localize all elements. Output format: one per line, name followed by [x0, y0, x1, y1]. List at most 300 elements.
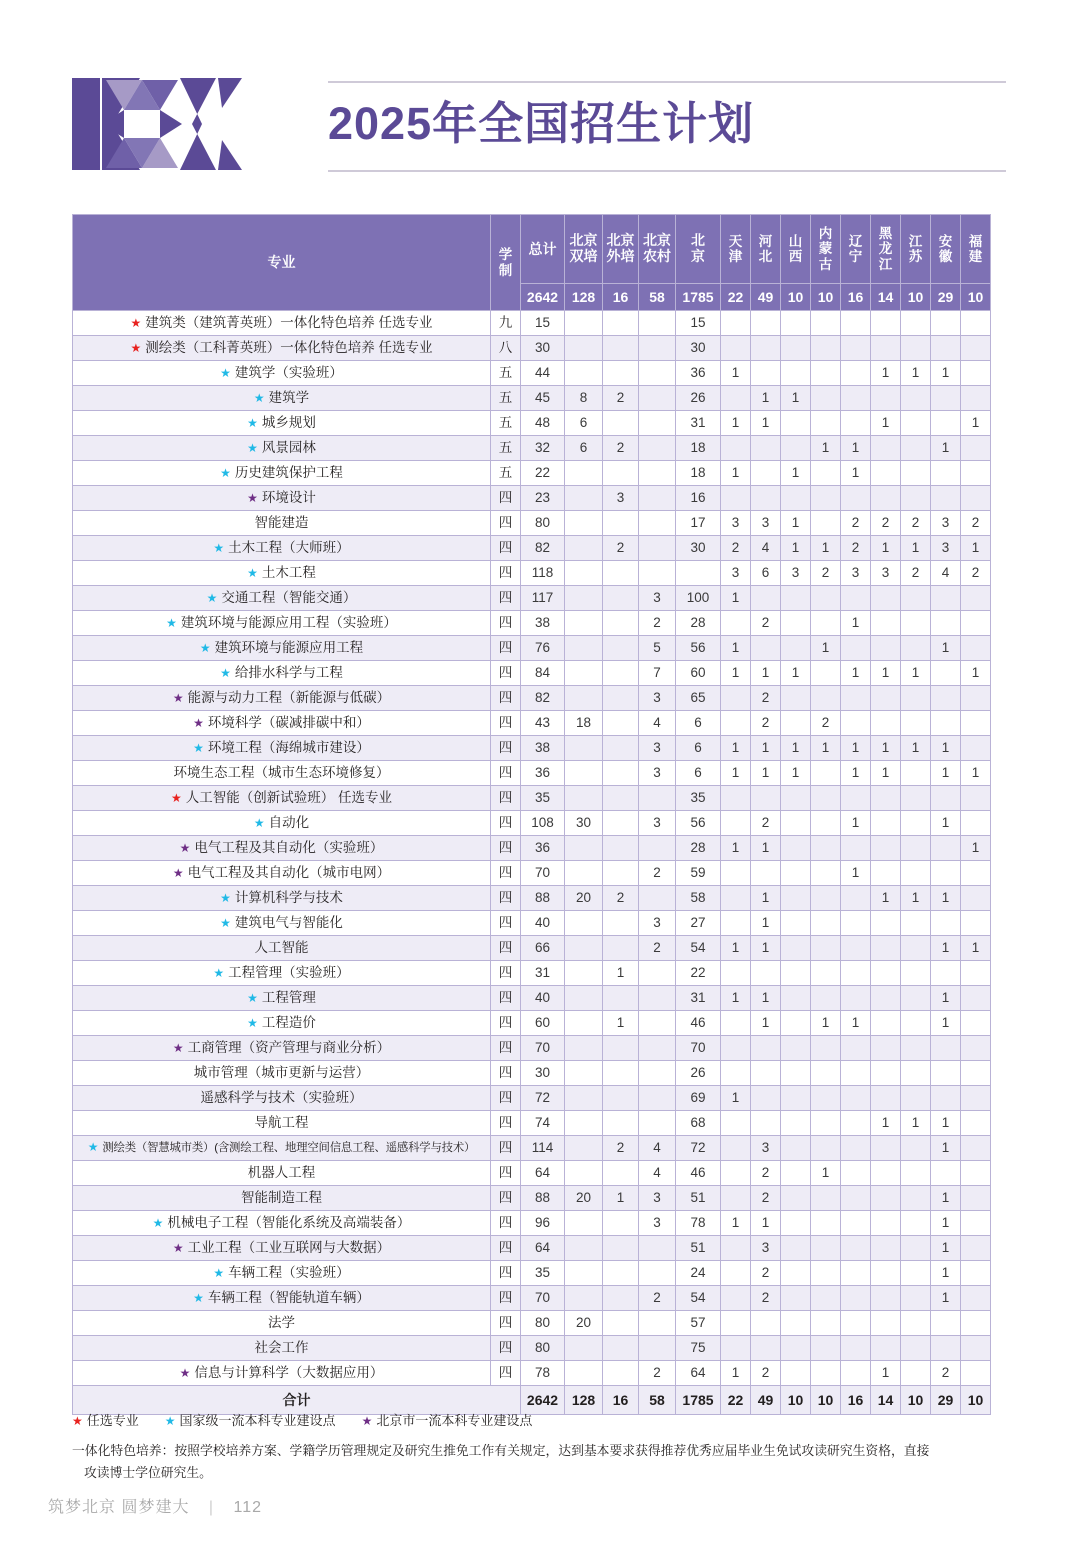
major-name: 建筑类（建筑菁英班）一体化特色培养 任选专业: [145, 315, 433, 331]
cell-neimeng: [811, 1311, 841, 1336]
cell-shanxi: [781, 411, 811, 436]
cell-hebei: [751, 1311, 781, 1336]
cell-liaoning: [841, 1211, 871, 1236]
total-anhui: 29: [931, 1386, 961, 1415]
cell-tianjin: 1: [721, 1211, 751, 1236]
cell-jiangsu: [901, 911, 931, 936]
cell-hebei: [751, 361, 781, 386]
cell-heilong: [871, 336, 901, 361]
cell-bj_nc: [639, 1236, 676, 1261]
cell-anhui: 1: [931, 1011, 961, 1036]
cell-bj_nc: 4: [639, 1161, 676, 1186]
cell-liaoning: [841, 961, 871, 986]
cell-bj_nc: [639, 786, 676, 811]
cell-heilong: [871, 786, 901, 811]
table-row: [73, 511, 991, 536]
cell-jiangsu: [901, 1086, 931, 1111]
cell-anhui: [931, 686, 961, 711]
cell-total: 22: [521, 461, 565, 486]
col-header-beijing: 北京: [676, 215, 721, 284]
table-row: [73, 461, 991, 486]
cell-bj_sp: [565, 536, 603, 561]
cell-tianjin: [721, 1286, 751, 1311]
cell-shanxi: [781, 611, 811, 636]
cell-liaoning: [841, 336, 871, 361]
cell-tianjin: [721, 1011, 751, 1036]
cell-jiangsu: [901, 811, 931, 836]
cell-hebei: [751, 586, 781, 611]
column-total-beijing: 1785: [676, 284, 721, 311]
cell-fujian: [961, 461, 991, 486]
col-header-total: 总计: [521, 215, 565, 284]
cell-bj_wp: [603, 686, 639, 711]
system-cell: 四: [491, 911, 521, 936]
system-cell: 四: [491, 1086, 521, 1111]
cell-bj_sp: [565, 361, 603, 386]
cell-fujian: [961, 436, 991, 461]
star-red-icon: ★: [170, 791, 182, 806]
cell-beijing: 68: [676, 1111, 721, 1136]
cell-shanxi: [781, 686, 811, 711]
major-name-cell: [73, 711, 491, 736]
cell-beijing: 69: [676, 1086, 721, 1111]
cell-total: 15: [521, 311, 565, 336]
star-blue-icon: ★: [206, 591, 218, 606]
cell-heilong: 3: [871, 561, 901, 586]
cell-beijing: 15: [676, 311, 721, 336]
major-name-cell: [73, 811, 491, 836]
cell-tianjin: [721, 1136, 751, 1161]
cell-shanxi: [781, 1011, 811, 1036]
cell-hebei: 1: [751, 736, 781, 761]
cell-bj_sp: [565, 936, 603, 961]
major-name-cell: [73, 486, 491, 511]
cell-jiangsu: [901, 986, 931, 1011]
cell-heilong: [871, 686, 901, 711]
cell-heilong: 1: [871, 411, 901, 436]
cell-liaoning: [841, 1361, 871, 1386]
cell-bj_wp: [603, 1036, 639, 1061]
cell-hebei: 1: [751, 661, 781, 686]
system-cell: 四: [491, 836, 521, 861]
column-total-bj_wp: 16: [603, 284, 639, 311]
col-header-anhui: 安徽: [931, 215, 961, 284]
cell-heilong: [871, 1086, 901, 1111]
major-name-cell: [73, 1361, 491, 1386]
cell-hebei: 1: [751, 911, 781, 936]
cell-tianjin: [721, 711, 751, 736]
cell-bj_nc: [639, 1261, 676, 1286]
column-total-neimeng: 10: [811, 284, 841, 311]
cell-jiangsu: [901, 461, 931, 486]
table-row: [73, 911, 991, 936]
cell-bj_sp: [565, 861, 603, 886]
cell-beijing: 75: [676, 1336, 721, 1361]
cell-heilong: [871, 461, 901, 486]
table-row: [73, 761, 991, 786]
major-name-cell: [73, 1011, 491, 1036]
cell-beijing: 17: [676, 511, 721, 536]
cell-heilong: [871, 1336, 901, 1361]
system-cell: 四: [491, 636, 521, 661]
system-cell: 四: [491, 1311, 521, 1336]
cell-liaoning: 1: [841, 1011, 871, 1036]
star-red-icon: ★: [130, 316, 142, 331]
cell-total: 88: [521, 886, 565, 911]
cell-bj_sp: [565, 461, 603, 486]
system-cell: 四: [491, 1336, 521, 1361]
major-name-cell: [73, 311, 491, 336]
cell-liaoning: [841, 686, 871, 711]
cell-total: 88: [521, 1186, 565, 1211]
cell-shanxi: [781, 1086, 811, 1111]
cell-hebei: 2: [751, 611, 781, 636]
system-cell: 四: [491, 536, 521, 561]
cell-total: 117: [521, 586, 565, 611]
cell-shanxi: [781, 1311, 811, 1336]
major-name: 工业工程（工业互联网与大数据）: [187, 1240, 391, 1256]
cell-shanxi: [781, 986, 811, 1011]
cell-anhui: 1: [931, 1186, 961, 1211]
cell-shanxi: 1: [781, 536, 811, 561]
cell-shanxi: [781, 861, 811, 886]
cell-heilong: [871, 1211, 901, 1236]
cell-anhui: 1: [931, 886, 961, 911]
system-cell: 四: [491, 1111, 521, 1136]
cell-liaoning: [841, 636, 871, 661]
cell-liaoning: 1: [841, 661, 871, 686]
cell-fujian: [961, 1286, 991, 1311]
cell-fujian: [961, 1211, 991, 1236]
major-name: 能源与动力工程（新能源与低碳）: [187, 690, 391, 706]
cell-hebei: 2: [751, 1186, 781, 1211]
cell-bj_sp: [565, 1261, 603, 1286]
cell-liaoning: [841, 1286, 871, 1311]
legend-item-blue: [165, 1413, 336, 1428]
cell-beijing: 6: [676, 711, 721, 736]
cell-bj_sp: 20: [565, 1311, 603, 1336]
system-cell: 四: [491, 1261, 521, 1286]
cell-bj_nc: 3: [639, 586, 676, 611]
cell-bj_sp: [565, 1061, 603, 1086]
page-footer: [48, 1494, 262, 1517]
system-cell: 九: [491, 311, 521, 336]
cell-shanxi: [781, 936, 811, 961]
cell-shanxi: [781, 1211, 811, 1236]
cell-beijing: 46: [676, 1161, 721, 1186]
legend-item-red: [72, 1413, 139, 1428]
cell-shanxi: [781, 886, 811, 911]
cell-bj_sp: [565, 911, 603, 936]
cell-beijing: 18: [676, 461, 721, 486]
cell-fujian: [961, 1086, 991, 1111]
cell-anhui: [931, 611, 961, 636]
star-purple-icon: ★: [172, 1241, 184, 1256]
cell-neimeng: [811, 1336, 841, 1361]
major-name-cell: [73, 536, 491, 561]
column-total-total: 2642: [521, 284, 565, 311]
cell-jiangsu: [901, 636, 931, 661]
cell-shanxi: 1: [781, 511, 811, 536]
cell-fujian: [961, 986, 991, 1011]
cell-total: 30: [521, 336, 565, 361]
cell-jiangsu: [901, 786, 931, 811]
major-name-cell: [73, 511, 491, 536]
star-blue-icon: ★: [199, 641, 211, 656]
cell-tianjin: 1: [721, 411, 751, 436]
cell-anhui: 4: [931, 561, 961, 586]
cell-shanxi: [781, 1361, 811, 1386]
cell-bj_nc: [639, 361, 676, 386]
cell-jiangsu: [901, 1161, 931, 1186]
major-name: 信息与计算科学（大数据应用）: [194, 1365, 384, 1381]
system-cell: 四: [491, 711, 521, 736]
cell-bj_nc: [639, 461, 676, 486]
major-name: 计算机科学与技术: [234, 890, 343, 906]
cell-beijing: 46: [676, 1011, 721, 1036]
cell-bj_nc: 4: [639, 711, 676, 736]
cell-liaoning: [841, 311, 871, 336]
cell-bj_sp: [565, 686, 603, 711]
legend-label: 北京市一流本科专业建设点: [376, 1413, 533, 1428]
total-bj_nc: 58: [639, 1386, 676, 1415]
cell-total: 36: [521, 761, 565, 786]
major-name: 遥感科学与技术（实验班）: [200, 1090, 363, 1106]
cell-fujian: [961, 911, 991, 936]
system-cell: 四: [491, 686, 521, 711]
star-red-icon: ★: [130, 341, 142, 356]
cell-bj_wp: [603, 711, 639, 736]
major-name: 测绘类（智慧城市类）(含测绘工程、地理空间信息工程、遥感科学与技术）: [102, 1141, 476, 1154]
cell-anhui: 3: [931, 536, 961, 561]
cell-beijing: 78: [676, 1211, 721, 1236]
cell-neimeng: 2: [811, 711, 841, 736]
cell-bj_nc: 3: [639, 1211, 676, 1236]
table-row: [73, 836, 991, 861]
cell-shanxi: [781, 961, 811, 986]
cell-beijing: 18: [676, 436, 721, 461]
cell-beijing: 6: [676, 761, 721, 786]
star-blue-icon: ★: [193, 1291, 204, 1306]
cell-bj_sp: [565, 1011, 603, 1036]
cell-hebei: 1: [751, 386, 781, 411]
cell-heilong: 1: [871, 736, 901, 761]
total-bj_sp: 128: [565, 1386, 603, 1415]
cell-tianjin: [721, 611, 751, 636]
cell-bj_sp: [565, 1086, 603, 1111]
cell-jiangsu: [901, 1336, 931, 1361]
cell-bj_wp: [603, 511, 639, 536]
cell-bj_wp: [603, 1361, 639, 1386]
table-row: [73, 811, 991, 836]
system-cell: 四: [491, 736, 521, 761]
cell-total: 70: [521, 861, 565, 886]
cell-tianjin: 1: [721, 636, 751, 661]
cell-bj_nc: [639, 886, 676, 911]
cell-heilong: 1: [871, 1111, 901, 1136]
system-cell: 四: [491, 1361, 521, 1386]
cell-tianjin: 1: [721, 661, 751, 686]
cell-tianjin: 1: [721, 461, 751, 486]
cell-jiangsu: [901, 336, 931, 361]
major-name: 机器人工程: [247, 1165, 316, 1181]
system-cell: 五: [491, 461, 521, 486]
cell-liaoning: [841, 936, 871, 961]
cell-bj_wp: 3: [603, 486, 639, 511]
cell-liaoning: [841, 586, 871, 611]
cell-bj_sp: [565, 1036, 603, 1061]
system-cell: 四: [491, 1236, 521, 1261]
cell-total: 38: [521, 611, 565, 636]
cell-neimeng: [811, 461, 841, 486]
star-blue-icon: ★: [213, 541, 225, 556]
cell-bj_nc: [639, 536, 676, 561]
note-line-2: 攻读博士学位研究生。: [84, 1465, 212, 1481]
star-blue-icon: ★: [193, 741, 204, 756]
cell-beijing: 70: [676, 1036, 721, 1061]
table-row: [73, 686, 991, 711]
cell-bj_sp: [565, 1336, 603, 1361]
major-name-cell: [73, 661, 491, 686]
cell-tianjin: [721, 311, 751, 336]
cell-tianjin: 1: [721, 1361, 751, 1386]
cell-jiangsu: [901, 1186, 931, 1211]
total-total: 2642: [521, 1386, 565, 1415]
cell-anhui: [931, 1086, 961, 1111]
cell-heilong: [871, 1161, 901, 1186]
cell-bj_sp: [565, 1211, 603, 1236]
cell-total: 40: [521, 986, 565, 1011]
cell-beijing: 57: [676, 1311, 721, 1336]
cell-tianjin: [721, 386, 751, 411]
cell-liaoning: 1: [841, 761, 871, 786]
cell-total: 64: [521, 1161, 565, 1186]
total-bj_wp: 16: [603, 1386, 639, 1415]
admission-plan-table: [72, 214, 991, 1415]
table-row: [73, 1311, 991, 1336]
cell-bj_nc: 2: [639, 1361, 676, 1386]
major-name: 测绘类（工科菁英班）一体化特色培养 任选专业: [145, 340, 433, 356]
cell-fujian: [961, 861, 991, 886]
table-row: [73, 311, 991, 336]
cell-neimeng: [811, 1286, 841, 1311]
cell-hebei: 4: [751, 536, 781, 561]
table-header-row-labels: [73, 215, 991, 284]
cell-shanxi: 1: [781, 461, 811, 486]
cell-total: 60: [521, 1011, 565, 1036]
col-header-system: 学制: [491, 215, 521, 311]
major-name-cell: [73, 1161, 491, 1186]
cell-tianjin: 1: [721, 361, 751, 386]
header-rule-bottom: [328, 170, 1006, 172]
cell-bj_wp: 2: [603, 1136, 639, 1161]
cell-tianjin: [721, 1061, 751, 1086]
cell-heilong: 1: [871, 886, 901, 911]
star-blue-icon: ★: [247, 1016, 258, 1031]
cell-neimeng: [811, 986, 841, 1011]
cell-bj_sp: [565, 561, 603, 586]
major-name: 法学: [268, 1315, 295, 1331]
cell-bj_sp: [565, 1161, 603, 1186]
system-cell: 四: [491, 1011, 521, 1036]
col-header-neimenggu: 内蒙古: [811, 215, 841, 284]
cell-bj_wp: 2: [603, 386, 639, 411]
cell-hebei: 1: [751, 936, 781, 961]
cell-anhui: 1: [931, 1136, 961, 1161]
cell-neimeng: [811, 1361, 841, 1386]
cell-hebei: 1: [751, 1011, 781, 1036]
table-row: [73, 361, 991, 386]
major-name-cell: [73, 461, 491, 486]
cell-neimeng: 1: [811, 1161, 841, 1186]
cell-jiangsu: [901, 436, 931, 461]
cell-beijing: 54: [676, 936, 721, 961]
cell-bj_nc: 5: [639, 636, 676, 661]
cell-hebei: [751, 436, 781, 461]
cell-fujian: [961, 1061, 991, 1086]
column-total-heilong: 14: [871, 284, 901, 311]
cell-neimeng: 2: [811, 561, 841, 586]
major-name-cell: [73, 1336, 491, 1361]
cell-total: 35: [521, 1261, 565, 1286]
cell-neimeng: [811, 911, 841, 936]
cell-hebei: [751, 1086, 781, 1111]
cell-beijing: 22: [676, 961, 721, 986]
major-name-cell: [73, 561, 491, 586]
cell-neimeng: [811, 311, 841, 336]
cell-liaoning: 1: [841, 611, 871, 636]
col-header-beijing-waipei: 北京外培: [603, 215, 639, 284]
col-header-jiangsu: 江苏: [901, 215, 931, 284]
cell-total: 23: [521, 486, 565, 511]
cell-heilong: [871, 961, 901, 986]
cell-neimeng: [811, 1036, 841, 1061]
cell-bj_wp: [603, 1211, 639, 1236]
cell-hebei: 1: [751, 986, 781, 1011]
col-header-liaoning: 辽宁: [841, 215, 871, 284]
cell-tianjin: [721, 886, 751, 911]
table-row: [73, 486, 991, 511]
cell-shanxi: 1: [781, 736, 811, 761]
cell-bj_wp: [603, 736, 639, 761]
cell-bj_nc: [639, 486, 676, 511]
cell-beijing: 54: [676, 1286, 721, 1311]
star-purple-icon: ★: [172, 866, 184, 881]
cell-bj_wp: [603, 1086, 639, 1111]
cell-bj_nc: [639, 436, 676, 461]
cell-anhui: [931, 1061, 961, 1086]
cell-neimeng: 1: [811, 636, 841, 661]
cell-hebei: [751, 1061, 781, 1086]
major-name-cell: [73, 961, 491, 986]
total-jiangsu: 10: [901, 1386, 931, 1415]
major-name: 智能制造工程: [241, 1190, 322, 1206]
cell-fujian: [961, 1161, 991, 1186]
cell-liaoning: [841, 1261, 871, 1286]
major-name: 社会工作: [254, 1340, 309, 1356]
major-name: 工程管理（实验班）: [228, 965, 350, 981]
cell-tianjin: [721, 1261, 751, 1286]
cell-jiangsu: 1: [901, 361, 931, 386]
cell-fujian: [961, 1361, 991, 1386]
cell-hebei: 3: [751, 1236, 781, 1261]
cell-fujian: [961, 1011, 991, 1036]
cell-neimeng: 1: [811, 436, 841, 461]
cell-tianjin: 3: [721, 561, 751, 586]
cell-tianjin: [721, 486, 751, 511]
major-name-cell: [73, 436, 491, 461]
cell-heilong: [871, 636, 901, 661]
